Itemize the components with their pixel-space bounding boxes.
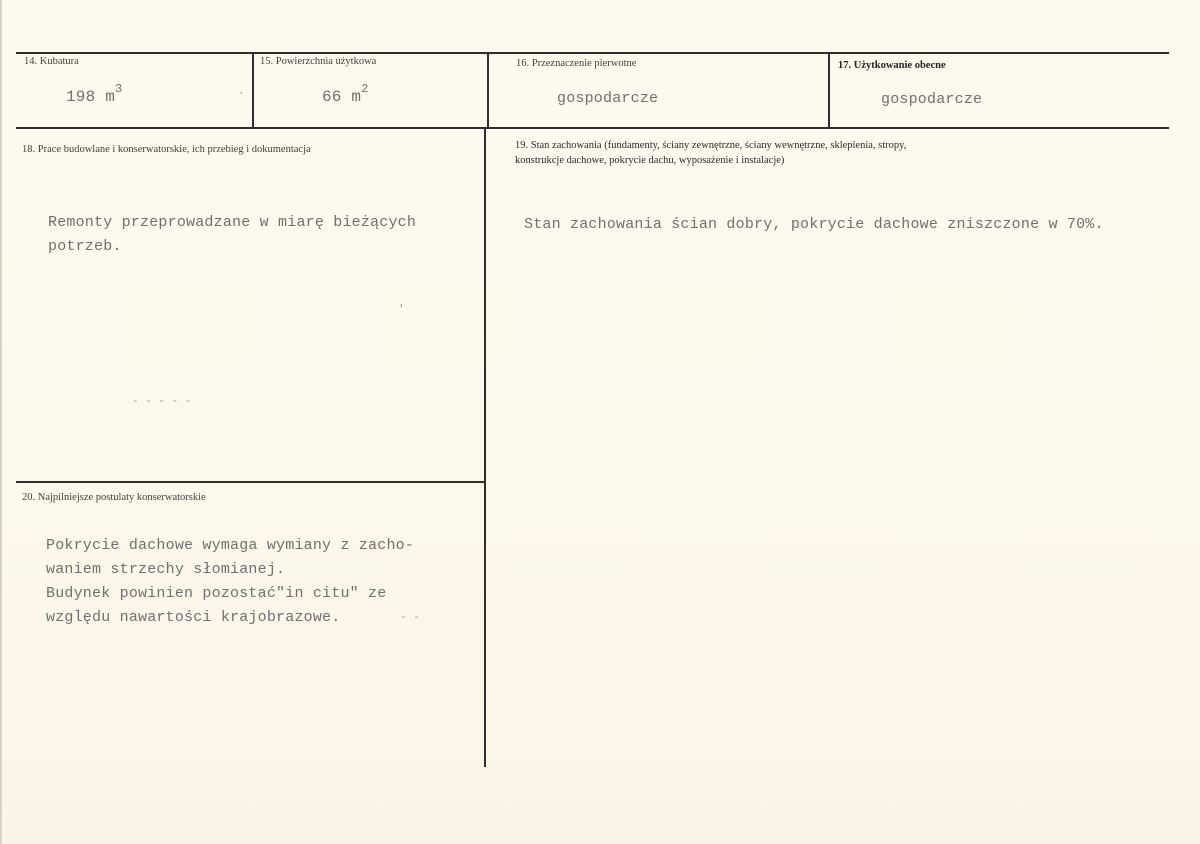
powierzchnia-label: 15. Powierzchnia użytkowa xyxy=(260,56,377,67)
kubatura-label: 14. Kubatura xyxy=(24,56,79,67)
prace-label: 18. Prace budowlane i konserwatorskie, ich przebieg i dokumentacja xyxy=(22,144,311,155)
stan-label-line1: 19. Stan zachowania (fundamenty, ściany zewnętrzne, ściany wewnętrzne, sklepienia, stropy, xyxy=(515,140,907,151)
left-section-rule xyxy=(16,481,486,483)
top-rule xyxy=(16,52,1169,54)
paper-speck: · xyxy=(238,88,245,100)
header-bottom-rule xyxy=(16,127,1169,129)
przeznaczenie-label: 16. Przeznaczenie pierwotne xyxy=(516,58,637,69)
paper-speck: - - xyxy=(400,612,420,624)
przeznaczenie-value: gospodarcze xyxy=(557,90,659,107)
body-divider xyxy=(484,127,486,767)
powierzchnia-value: 66 $m^2$ xyxy=(322,82,369,106)
uzytkowanie-value: gospodarcze xyxy=(881,91,983,108)
postulaty-text: Pokrycie dachowe wymaga wymiany z zacho- waniem strzechy słomianej. Budynek powinien pozostać"in citu" ze względu nawartości krajobrazowe. xyxy=(46,537,415,626)
stan-label-line2: konstrukcje dachowe, pokrycie dachu, wyposażenie i instalacje) xyxy=(515,155,785,166)
stan-text: Stan zachowania ścian dobry, pokrycie dachowe zniszczone w 70%. xyxy=(524,216,1104,233)
header-divider-2 xyxy=(487,52,489,128)
paper-speck: ' xyxy=(398,304,405,316)
kubatura-value: 198 $m^3$ xyxy=(66,82,123,106)
postulaty-label: 20. Najpilniejsze postulaty konserwatorskie xyxy=(22,492,206,503)
header-divider-1 xyxy=(252,52,254,128)
prace-text: Remonty przeprowadzane w miarę bieżących potrzeb. xyxy=(48,214,417,255)
paper-speck: - - - - - xyxy=(132,396,192,408)
uzytkowanie-label: 17. Użytkowanie obecne xyxy=(838,60,946,71)
header-divider-3 xyxy=(828,52,830,128)
